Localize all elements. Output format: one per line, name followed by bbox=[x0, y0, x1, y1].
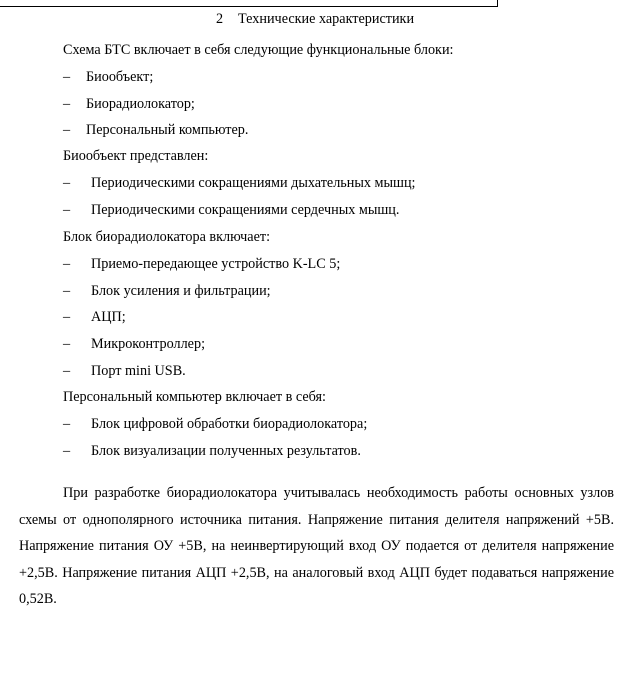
list-item-text: Порт mini USB. bbox=[91, 363, 186, 379]
list-item-text: Персональный компьютер. bbox=[86, 122, 249, 138]
list-item-text: Микроконтроллер; bbox=[91, 336, 206, 352]
block-intro: Персональный компьютер включает в себя: bbox=[63, 389, 326, 405]
list-dash: – bbox=[63, 416, 71, 432]
list-item-text: Периодическими сокращениями дыхательных мышц; bbox=[91, 175, 416, 191]
list-dash: – bbox=[63, 363, 71, 379]
page-frame-border bbox=[0, 0, 498, 7]
list-dash: – bbox=[63, 256, 71, 272]
list-dash: – bbox=[63, 175, 71, 191]
list-item bbox=[63, 121, 248, 139]
list-dash: – bbox=[63, 122, 71, 138]
block-intro: Биообъект представлен: bbox=[63, 148, 209, 164]
list-dash: – bbox=[63, 336, 71, 352]
list-item-text: Биорадиолокатор; bbox=[86, 96, 195, 112]
list-item bbox=[63, 255, 340, 273]
list-dash: – bbox=[63, 69, 71, 85]
list-item bbox=[63, 68, 153, 86]
list-item bbox=[63, 308, 126, 326]
list-item bbox=[63, 442, 361, 460]
list-dash: – bbox=[63, 96, 71, 112]
list-item-text: Блок усиления и фильтрации; bbox=[91, 283, 271, 299]
list-dash: – bbox=[63, 283, 71, 299]
list-item bbox=[63, 362, 186, 380]
block-intro: Схема БТС включает в себя следующие функциональные блоки: bbox=[63, 42, 454, 58]
list-item-text: Биообъект; bbox=[86, 69, 154, 85]
list-item-text: Блок визуализации полученных результатов. bbox=[91, 443, 361, 459]
list-item-text: Периодическими сокращениями сердечных мышц. bbox=[91, 202, 400, 218]
section-heading bbox=[0, 11, 630, 28]
list-item-text: АЦП; bbox=[91, 309, 126, 325]
list-item bbox=[63, 415, 367, 433]
list-dash: – bbox=[63, 309, 71, 325]
list-item-text: Блок цифровой обработки биорадиолокатора; bbox=[91, 416, 368, 432]
list-item bbox=[63, 95, 195, 113]
block-intro: Блок биорадиолокатора включает: bbox=[63, 229, 271, 245]
list-item-text: Приемо-передающее устройство K-LC 5; bbox=[91, 256, 341, 272]
list-item bbox=[63, 201, 399, 219]
list-item bbox=[63, 335, 205, 353]
list-item bbox=[63, 174, 416, 192]
section-title: Технические характеристики bbox=[238, 11, 415, 27]
list-dash: – bbox=[63, 443, 71, 459]
section-number: 2 bbox=[215, 11, 224, 27]
list-item bbox=[63, 282, 271, 300]
list-dash: – bbox=[63, 202, 71, 218]
body-paragraph: При разработке биорадиолокатора учитывалась необходимость работы основных узлов схемы от однополярного источника питания. Напряжение питания делителя напряжений +5В. Напряжение питания ОУ +5В, на неинвертирующий вход ОУ подается от делителя напряжение +2,5В. Напряжение питания АЦП +2,5В, на аналоговый вход АЦП будет подаваться напряжение 0,52В. bbox=[19, 485, 614, 607]
